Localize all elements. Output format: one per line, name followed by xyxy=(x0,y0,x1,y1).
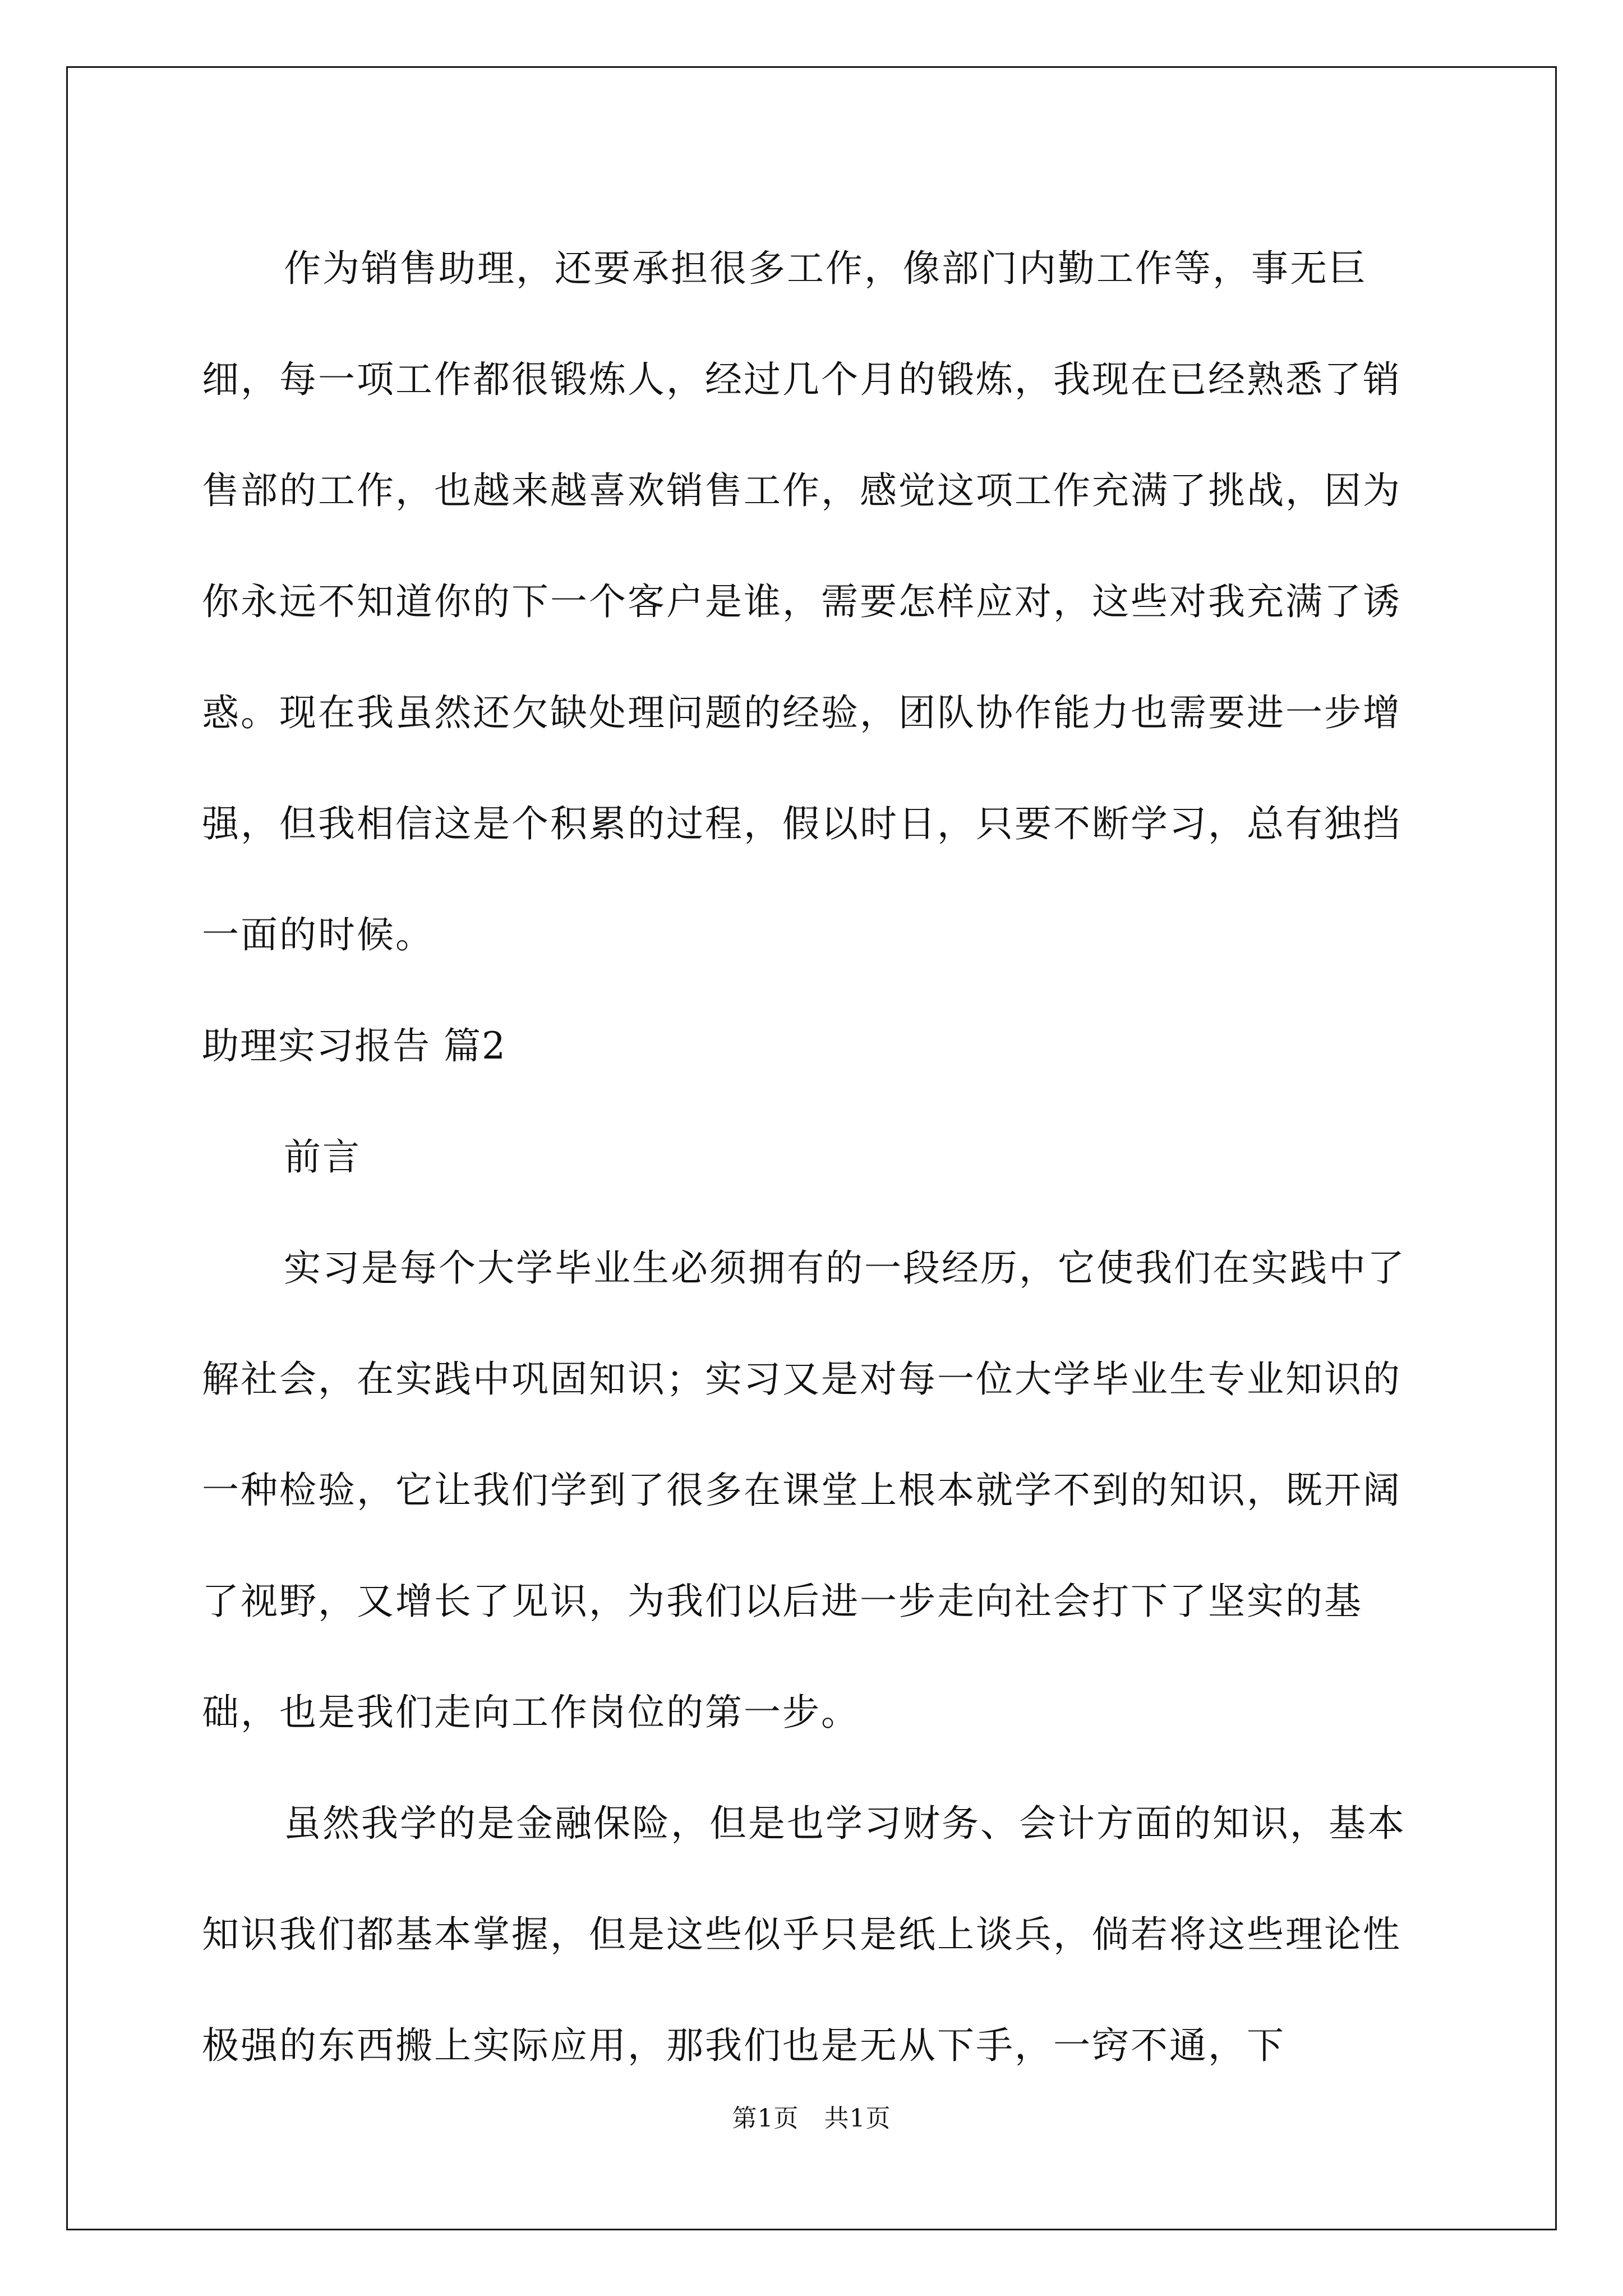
paragraph-internship-intro: 实习是每个大学毕业生必须拥有的一段经历，它使我们在实践中了解社会，在实践中巩固知识；实习又是对每一位大学毕业生专业知识的一种检验，它让我们学到了很多在课堂上根本就学不到的知识，既开阔了视野，又增长了见识，为我们以后进一步走向社会打下了坚实的基础，也是我们走向工作岗位的第一步。 xyxy=(202,1246,1406,1734)
paragraph-finance-study: 虽然我学的是金融保险，但是也学习财务、会计方面的知识，基本知识我们都基本掌握，但是这些似乎只是纸上谈兵，倘若将这些理论性极强的东西搬上实际应用，那我们也是无从下手，一窍不通，下 xyxy=(202,1802,1406,2067)
document-body xyxy=(202,213,1424,2101)
preface-heading: 前言 xyxy=(284,1135,361,1179)
section-heading: 助理实习报告 篇2 xyxy=(202,1024,506,1068)
paragraph-sales-assistant: 作为销售助理，还要承担很多工作，像部门内勤工作等，事无巨细，每一项工作都很锻炼人，经过几个月的锻炼，我现在已经熟悉了销售部的工作，也越来越喜欢销售工作，感觉这项工作充满了挑战，因为你永远不知道你的下一个客户是谁，需要怎样应对，这些对我充满了诱惑。现在我虽然还欠缺处理问题的经验，团队协作能力也需要进一步增强，但我相信这是个积累的过程，假以时日，只要不断学习，总有独挡一面的时候。 xyxy=(202,247,1401,956)
page-footer: 第1页 共1页 xyxy=(732,2104,891,2133)
